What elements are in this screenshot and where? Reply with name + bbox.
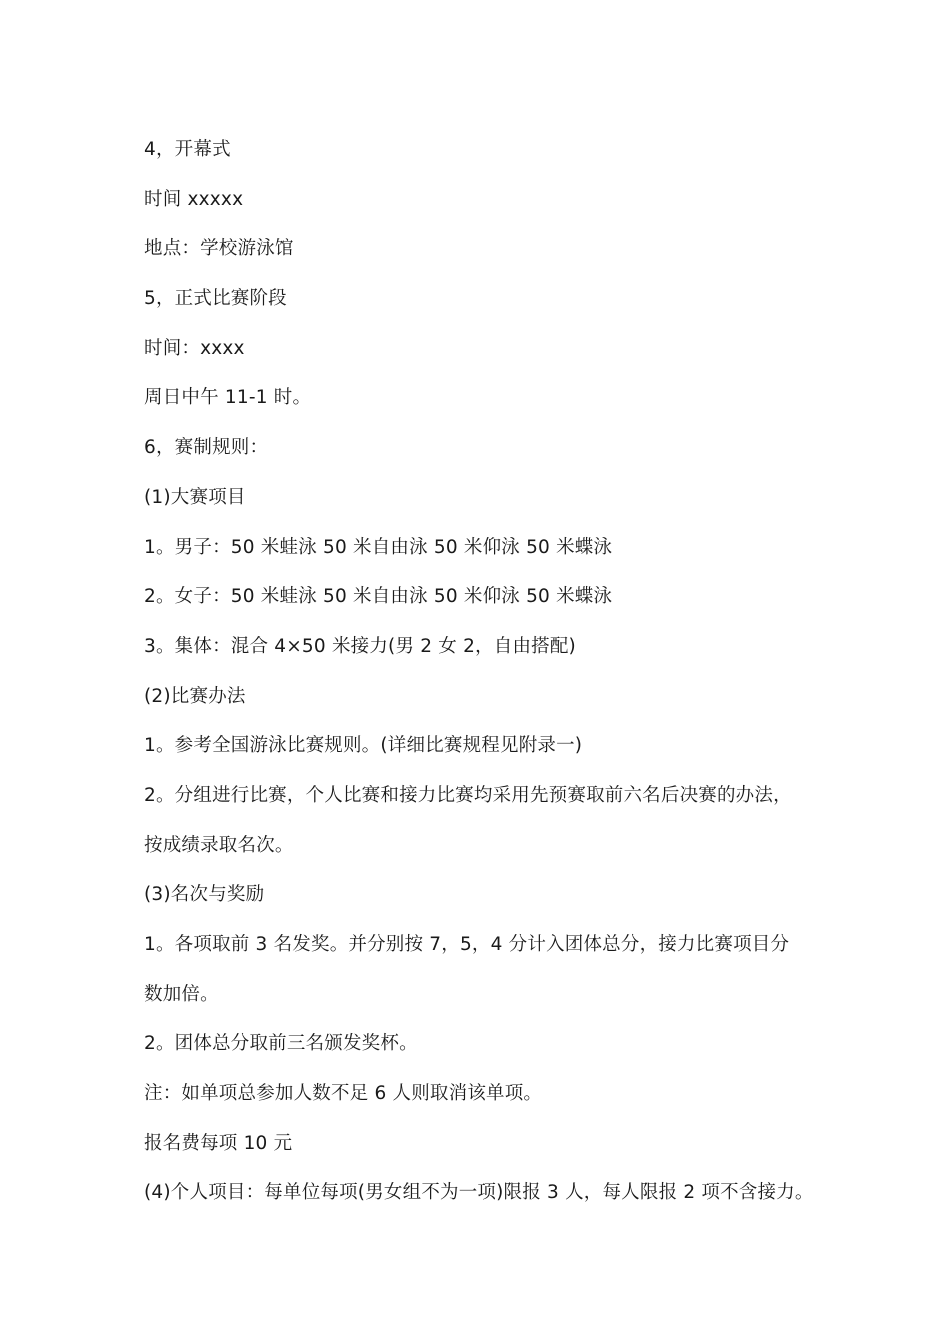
text-line-method-heading: (2)比赛办法 [144, 685, 246, 707]
text-line-men-events: 1。男子：50 米蛙泳 50 米自由泳 50 米仰泳 50 米蝶泳 [144, 536, 613, 558]
text-line-opening-time: 时间 xxxxx [144, 188, 244, 210]
text-line-competition-stage: 5，正式比赛阶段 [144, 288, 287, 310]
text-line-awards-points: 1。各项取前 3 名发奖。并分别按 7，5，4 分计入团体总分，接力比赛项目分 [144, 934, 790, 955]
text-line-competition-hours: 周日中午 11-1 时。 [144, 387, 312, 409]
text-line-rules-heading: 6，赛制规则： [144, 437, 269, 459]
text-line-note-cancel: 注：如单项总参加人数不足 6 人则取消该单项。 [144, 1083, 543, 1105]
text-line-opening-ceremony: 4，开幕式 [144, 139, 231, 160]
text-line-team-trophy: 2。团体总分取前三名颁发奖杯。 [144, 1033, 418, 1055]
text-line-competition-time: 时间：xxxx [144, 337, 245, 359]
text-line-method-rules: 1。参考全国游泳比赛规则。(详细比赛规程见附录一) [144, 735, 583, 757]
document-body [144, 137, 844, 1230]
text-line-entry-fee: 报名费每项 10 元 [144, 1132, 293, 1154]
text-line-method-groups: 2。分组进行比赛，个人比赛和接力比赛均采用先预赛取前六名后决赛的办法， [144, 784, 792, 806]
text-line-women-events: 2。女子：50 米蛙泳 50 米自由泳 50 米仰泳 50 米蝶泳 [144, 586, 613, 608]
text-line-events-heading: (1)大赛项目 [144, 486, 246, 508]
text-line-relay-event: 3。集体：混合 4×50 米接力(男 2 女 2，自由搭配) [144, 635, 576, 657]
text-line-opening-location: 地点：学校游泳馆 [144, 238, 294, 260]
text-line-awards-heading: (3)名次与奖励 [144, 884, 265, 906]
text-line-method-groups-cont: 按成绩录取名次。 [144, 834, 294, 856]
text-line-awards-points-cont: 数加倍。 [144, 983, 219, 1005]
text-line-individual-limit: (4)个人项目：每单位每项(男女组不为一项)限报 3 人，每人限报 2 项不含接力。 [144, 1182, 814, 1204]
